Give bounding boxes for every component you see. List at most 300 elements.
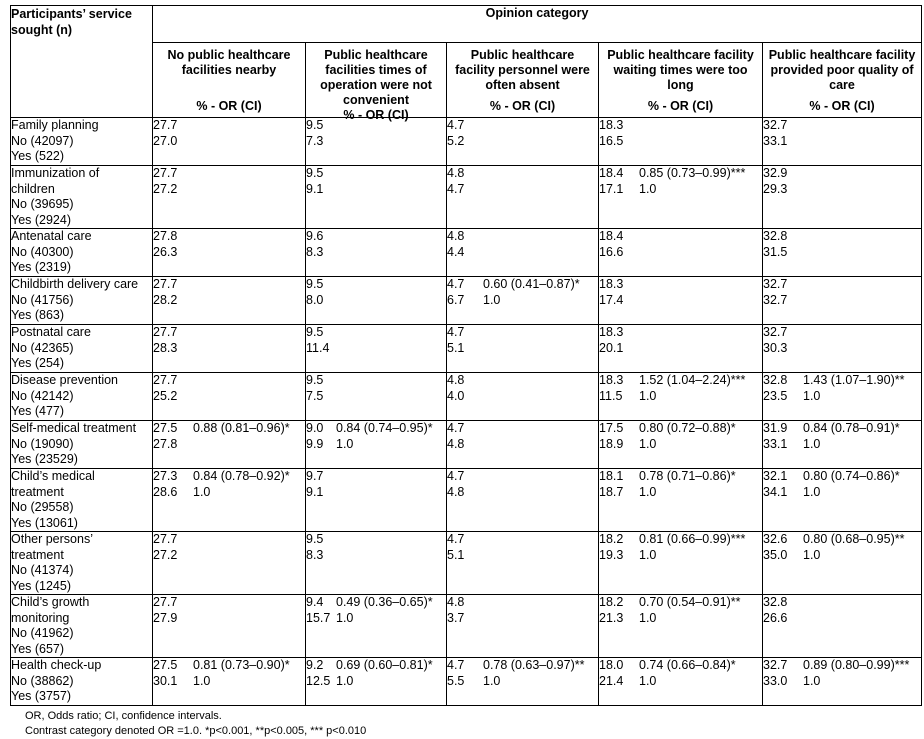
percent-value: 17.5 <box>599 421 624 435</box>
corner-header-line: Participants’ service <box>11 7 132 21</box>
percent-value: 12.5 <box>306 673 331 688</box>
opinion-column-header-cell <box>763 43 922 118</box>
percent-value: 3.7 <box>447 610 465 625</box>
service-label-cell <box>11 277 153 325</box>
percent-value: 11.4 <box>306 340 330 355</box>
data-line <box>153 229 305 245</box>
data-cell <box>599 658 763 706</box>
percent-value: 28.2 <box>153 292 178 307</box>
percent-value: 18.2 <box>599 595 624 609</box>
data-line <box>599 485 762 501</box>
service-label-line: Yes (1245) <box>11 578 71 593</box>
data-line <box>153 548 305 564</box>
data-cell <box>763 469 922 532</box>
data-cell <box>306 421 447 469</box>
percent-value: 9.9 <box>306 436 324 451</box>
percent-value: 16.6 <box>599 244 624 259</box>
data-cell <box>599 595 763 658</box>
data-cell <box>153 421 306 469</box>
data-line <box>153 166 305 182</box>
data-line <box>599 658 762 674</box>
data-cell <box>599 532 763 595</box>
odds-ratio-value: 0.78 (0.63–0.97)** <box>483 658 585 672</box>
data-line <box>447 182 598 198</box>
measure-label: % - OR (CI) <box>647 99 714 113</box>
percent-value: 33.1 <box>763 436 788 451</box>
odds-ratio-value: 0.84 (0.78–0.91)* <box>803 421 900 435</box>
data-cell <box>763 595 922 658</box>
data-line <box>763 611 921 627</box>
percent-value: 23.5 <box>763 388 788 403</box>
percent-value: 9.4 <box>306 595 324 609</box>
data-line <box>763 595 921 611</box>
service-label-line: children <box>11 181 55 196</box>
percent-value: 35.0 <box>763 547 788 562</box>
column-title <box>308 48 444 108</box>
service-label-line: Family planning <box>11 118 99 132</box>
data-cell <box>447 229 599 277</box>
percent-value: 18.1 <box>599 469 624 483</box>
data-line <box>599 118 762 134</box>
percent-value: 33.0 <box>763 673 788 688</box>
column-title-line: facilities nearby <box>181 63 277 77</box>
service-label-line: Antenatal care <box>11 229 92 243</box>
data-cell <box>306 658 447 706</box>
odds-ratio-value: 0.80 (0.74–0.86)* <box>803 469 900 483</box>
data-line <box>763 469 921 485</box>
data-line <box>599 341 762 357</box>
column-title-line: No public healthcare <box>167 48 291 62</box>
data-cell <box>599 229 763 277</box>
column-title-line: Public healthcare <box>470 48 575 62</box>
percent-value: 5.2 <box>447 133 465 148</box>
data-line <box>763 421 921 437</box>
data-line <box>599 548 762 564</box>
data-cell <box>763 532 922 595</box>
service-label-cell <box>11 166 153 229</box>
percent-value: 18.7 <box>599 484 624 499</box>
service-label-line: Yes (657) <box>11 641 65 656</box>
table-row <box>11 421 922 469</box>
percent-value: 9.2 <box>306 658 324 672</box>
measure-label: % - OR (CI) <box>196 99 262 113</box>
data-line <box>599 245 762 261</box>
service-label-line: Immunization of <box>11 166 100 180</box>
percent-value: 18.3 <box>599 277 624 291</box>
odds-ratio-value: 0.60 (0.41–0.87)* <box>483 277 580 291</box>
data-line <box>599 277 762 293</box>
percent-value: 18.4 <box>599 166 624 180</box>
table-row <box>11 277 922 325</box>
service-label-line: No (41374) <box>11 563 74 577</box>
service-label-line: Disease prevention <box>11 373 119 387</box>
data-line <box>306 548 446 564</box>
header-row-group <box>11 6 922 43</box>
percent-value: 34.1 <box>763 484 788 499</box>
data-cell <box>599 373 763 421</box>
table-row <box>11 229 922 277</box>
data-line <box>153 293 305 309</box>
data-line <box>599 595 762 611</box>
percent-value: 32.8 <box>763 373 788 387</box>
service-label-cell <box>11 469 153 532</box>
data-line <box>447 134 598 150</box>
percent-value: 4.8 <box>447 166 465 180</box>
footnote-contrast-category: Contrast category denoted OR =1.0. *p<0.001, **p<0.005, *** p<0.010 <box>25 725 367 737</box>
data-line <box>447 611 598 627</box>
data-cell <box>153 595 306 658</box>
opinion-column-header-cell <box>599 43 763 118</box>
data-line <box>306 277 446 293</box>
data-line <box>153 134 305 150</box>
percent-value: 18.4 <box>599 229 624 243</box>
data-line <box>153 532 305 548</box>
data-line <box>153 118 305 134</box>
data-line <box>763 118 921 134</box>
data-line <box>306 293 446 309</box>
data-cell <box>306 229 447 277</box>
percent-value: 4.7 <box>447 421 465 435</box>
data-line <box>306 166 446 182</box>
service-label-line: monitoring <box>11 610 70 625</box>
odds-ratio-value: 1.0 <box>639 673 657 688</box>
percent-value: 32.7 <box>763 118 788 132</box>
percent-value: 27.2 <box>153 181 178 196</box>
percent-value: 27.8 <box>153 229 178 243</box>
odds-ratio-value: 1.0 <box>803 484 821 499</box>
data-cell <box>306 595 447 658</box>
data-line <box>599 437 762 453</box>
data-line <box>306 373 446 389</box>
data-line <box>763 389 921 405</box>
data-line <box>447 595 598 611</box>
data-line <box>599 421 762 437</box>
data-line <box>447 421 598 437</box>
data-line <box>447 532 598 548</box>
data-line <box>763 182 921 198</box>
data-line <box>447 437 598 453</box>
data-line <box>447 674 598 690</box>
percent-value: 29.3 <box>763 181 788 196</box>
data-line <box>447 548 598 564</box>
data-line <box>306 182 446 198</box>
percent-value: 9.5 <box>306 532 324 546</box>
measure-label: % - OR (CI) <box>343 108 409 122</box>
opinion-category-header: Opinion category <box>153 6 922 43</box>
column-title <box>155 48 303 78</box>
odds-ratio-value: 1.0 <box>639 388 657 403</box>
table-row <box>11 118 922 166</box>
data-cell <box>599 118 763 166</box>
odds-ratio-value: 0.81 (0.73–0.90)* <box>193 658 290 672</box>
percent-value: 25.2 <box>153 388 178 403</box>
percent-value: 27.0 <box>153 133 178 148</box>
data-line <box>763 277 921 293</box>
data-cell <box>153 277 306 325</box>
data-cell <box>599 277 763 325</box>
data-cell <box>599 421 763 469</box>
data-line <box>306 469 446 485</box>
percent-value: 32.1 <box>763 469 788 483</box>
data-cell <box>763 373 922 421</box>
service-label-cell <box>11 421 153 469</box>
percent-value: 9.5 <box>306 118 324 132</box>
data-line <box>153 674 305 690</box>
column-title-line: Public healthcare facility <box>607 48 754 62</box>
data-line <box>763 437 921 453</box>
service-label-line: Yes (2924) <box>11 212 71 227</box>
column-title <box>601 48 760 93</box>
data-cell <box>447 469 599 532</box>
data-line <box>447 245 598 261</box>
percent-value: 4.7 <box>447 658 465 672</box>
data-line <box>599 325 762 341</box>
data-line <box>763 373 921 389</box>
service-label-line: No (39695) <box>11 197 74 211</box>
data-cell <box>153 166 306 229</box>
service-label-line: treatment <box>11 547 64 562</box>
data-line <box>306 134 446 150</box>
data-line <box>599 373 762 389</box>
odds-ratio-value: 1.0 <box>803 388 821 403</box>
data-cell <box>306 469 447 532</box>
data-line <box>599 532 762 548</box>
column-title-line: facility personnel were <box>455 63 590 77</box>
percent-value: 32.7 <box>763 658 788 672</box>
data-line <box>763 674 921 690</box>
data-cell <box>763 118 922 166</box>
data-line <box>447 341 598 357</box>
percent-value: 5.1 <box>447 340 465 355</box>
odds-ratio-value: 1.52 (1.04–2.24)*** <box>639 373 746 387</box>
percent-value: 17.1 <box>599 181 624 196</box>
percent-value: 21.3 <box>599 610 624 625</box>
service-label-line: No (41962) <box>11 626 74 640</box>
odds-ratio-value: 1.0 <box>336 610 354 625</box>
service-label-cell <box>11 325 153 373</box>
percent-value: 17.4 <box>599 292 624 307</box>
odds-ratio-value: 1.0 <box>639 610 657 625</box>
data-line <box>306 674 446 690</box>
data-line <box>153 611 305 627</box>
measure-label: % - OR (CI) <box>489 99 556 113</box>
data-line <box>763 532 921 548</box>
data-cell <box>447 532 599 595</box>
percent-value: 5.1 <box>447 547 465 562</box>
percent-value: 30.3 <box>763 340 788 355</box>
percent-value: 9.6 <box>306 229 324 243</box>
percent-value: 18.3 <box>599 118 624 132</box>
percent-value: 18.2 <box>599 532 624 546</box>
data-line <box>447 658 598 674</box>
percent-value: 32.6 <box>763 532 788 546</box>
column-title <box>449 48 596 93</box>
footnote-abbreviations: OR, Odds ratio; CI, confidence intervals. <box>25 710 222 722</box>
odds-ratio-value: 1.0 <box>483 292 501 307</box>
service-label-cell <box>11 595 153 658</box>
odds-ratio-value: 1.0 <box>483 673 501 688</box>
data-cell <box>153 532 306 595</box>
column-title-line: Public healthcare facility <box>768 48 916 62</box>
service-label-cell <box>11 658 153 706</box>
percent-value: 9.5 <box>306 373 324 387</box>
table-row <box>11 595 922 658</box>
service-label-cell <box>11 118 153 166</box>
data-line <box>306 421 446 437</box>
data-line <box>599 389 762 405</box>
data-line <box>153 373 305 389</box>
odds-ratio-value: 0.84 (0.74–0.95)* <box>336 421 433 435</box>
percent-value: 27.7 <box>153 373 178 387</box>
data-cell <box>153 229 306 277</box>
data-line <box>306 389 446 405</box>
service-label-line: No (38862) <box>11 673 74 688</box>
odds-ratio-value: 1.0 <box>639 181 657 196</box>
percent-value: 27.7 <box>153 325 178 339</box>
data-line <box>447 293 598 309</box>
percent-value: 28.6 <box>153 484 178 499</box>
data-cell <box>447 325 599 373</box>
data-line <box>447 373 598 389</box>
odds-ratio-value: 1.0 <box>803 436 821 451</box>
data-line <box>306 437 446 453</box>
percent-value: 8.3 <box>306 547 324 562</box>
column-title-line: long <box>667 78 694 92</box>
odds-ratio-value: 0.70 (0.54–0.91)** <box>639 595 741 609</box>
odds-ratio-value: 1.0 <box>336 673 354 688</box>
measure-label: % - OR (CI) <box>809 99 875 113</box>
percent-value: 26.3 <box>153 244 178 259</box>
service-label-line: Yes (477) <box>11 404 65 418</box>
data-line <box>599 469 762 485</box>
percent-value: 27.7 <box>153 166 178 180</box>
percent-value: 4.7 <box>447 469 465 483</box>
odds-ratio-value: 1.0 <box>803 547 821 562</box>
opinion-column-header-cell <box>447 43 599 118</box>
data-line <box>153 325 305 341</box>
percent-value: 19.3 <box>599 547 624 562</box>
results-table <box>10 5 922 706</box>
service-label-line: Yes (23529) <box>11 452 78 466</box>
data-line <box>153 389 305 405</box>
odds-ratio-value: 0.49 (0.36–0.65)* <box>336 595 433 609</box>
data-line <box>153 469 305 485</box>
data-line <box>599 182 762 198</box>
data-line <box>447 166 598 182</box>
data-line <box>306 341 446 357</box>
data-line <box>599 611 762 627</box>
odds-ratio-value: 0.80 (0.72–0.88)* <box>639 421 736 435</box>
percent-value: 18.0 <box>599 658 624 672</box>
data-cell <box>153 118 306 166</box>
data-line <box>447 325 598 341</box>
data-line <box>306 229 446 245</box>
percent-value: 27.7 <box>153 595 178 609</box>
percent-value: 32.8 <box>763 595 788 609</box>
service-label-line: No (42142) <box>11 388 74 403</box>
percent-value: 8.3 <box>306 244 324 259</box>
opinion-column-header <box>763 43 921 116</box>
data-line <box>447 389 598 405</box>
data-cell <box>599 469 763 532</box>
service-label-line: Yes (13061) <box>11 515 78 530</box>
data-line <box>306 532 446 548</box>
table-row <box>11 325 922 373</box>
odds-ratio-value: 1.0 <box>803 673 821 688</box>
percent-value: 5.5 <box>447 673 465 688</box>
service-label-line: Yes (522) <box>11 149 65 163</box>
service-label-line: Postnatal care <box>11 325 91 339</box>
odds-ratio-value: 1.0 <box>639 436 657 451</box>
percent-value: 4.7 <box>447 118 465 132</box>
percent-value: 9.5 <box>306 166 324 180</box>
service-label-cell <box>11 373 153 421</box>
data-cell <box>763 229 922 277</box>
percent-value: 32.7 <box>763 292 788 307</box>
table-row <box>11 658 922 706</box>
odds-ratio-value: 0.88 (0.81–0.96)* <box>193 421 290 435</box>
percent-value: 9.5 <box>306 325 324 339</box>
data-cell <box>306 166 447 229</box>
opinion-column-header <box>153 43 305 116</box>
service-label-line: No (41756) <box>11 292 74 307</box>
percent-value: 4.8 <box>447 373 465 387</box>
percent-value: 9.5 <box>306 277 324 291</box>
percent-value: 18.9 <box>599 436 624 451</box>
odds-ratio-value: 1.0 <box>193 484 211 499</box>
service-label-line: No (29558) <box>11 500 74 514</box>
percent-value: 7.5 <box>306 388 324 403</box>
data-cell <box>306 373 447 421</box>
opinion-column-header-cell <box>306 43 447 122</box>
data-line <box>153 595 305 611</box>
percent-value: 21.4 <box>599 673 624 688</box>
data-line <box>447 485 598 501</box>
data-line <box>763 245 921 261</box>
data-cell <box>763 658 922 706</box>
percent-value: 27.8 <box>153 436 178 451</box>
data-line <box>447 469 598 485</box>
service-label-line: Childbirth delivery care <box>11 277 139 291</box>
data-cell <box>306 277 447 325</box>
data-cell <box>447 118 599 166</box>
percent-value: 28.3 <box>153 340 178 355</box>
data-cell <box>447 373 599 421</box>
data-line <box>447 118 598 134</box>
column-title-line: Public healthcare <box>324 48 428 62</box>
percent-value: 4.8 <box>447 229 465 243</box>
data-line <box>599 166 762 182</box>
corner-header-line: sought (n) <box>11 23 73 37</box>
percent-value: 31.9 <box>763 421 788 435</box>
data-cell <box>447 421 599 469</box>
percent-value: 18.3 <box>599 325 624 339</box>
percent-value: 26.6 <box>763 610 788 625</box>
data-cell <box>599 166 763 229</box>
opinion-column-header <box>306 43 446 122</box>
data-line <box>306 485 446 501</box>
data-line <box>447 277 598 293</box>
table-row <box>11 166 922 229</box>
data-line <box>599 293 762 309</box>
data-cell <box>153 658 306 706</box>
percent-value: 4.0 <box>447 388 465 403</box>
opinion-column-header <box>447 43 598 116</box>
percent-value: 4.8 <box>447 595 465 609</box>
percent-value: 11.5 <box>599 388 623 403</box>
data-line <box>306 658 446 674</box>
percent-value: 9.1 <box>306 181 324 196</box>
